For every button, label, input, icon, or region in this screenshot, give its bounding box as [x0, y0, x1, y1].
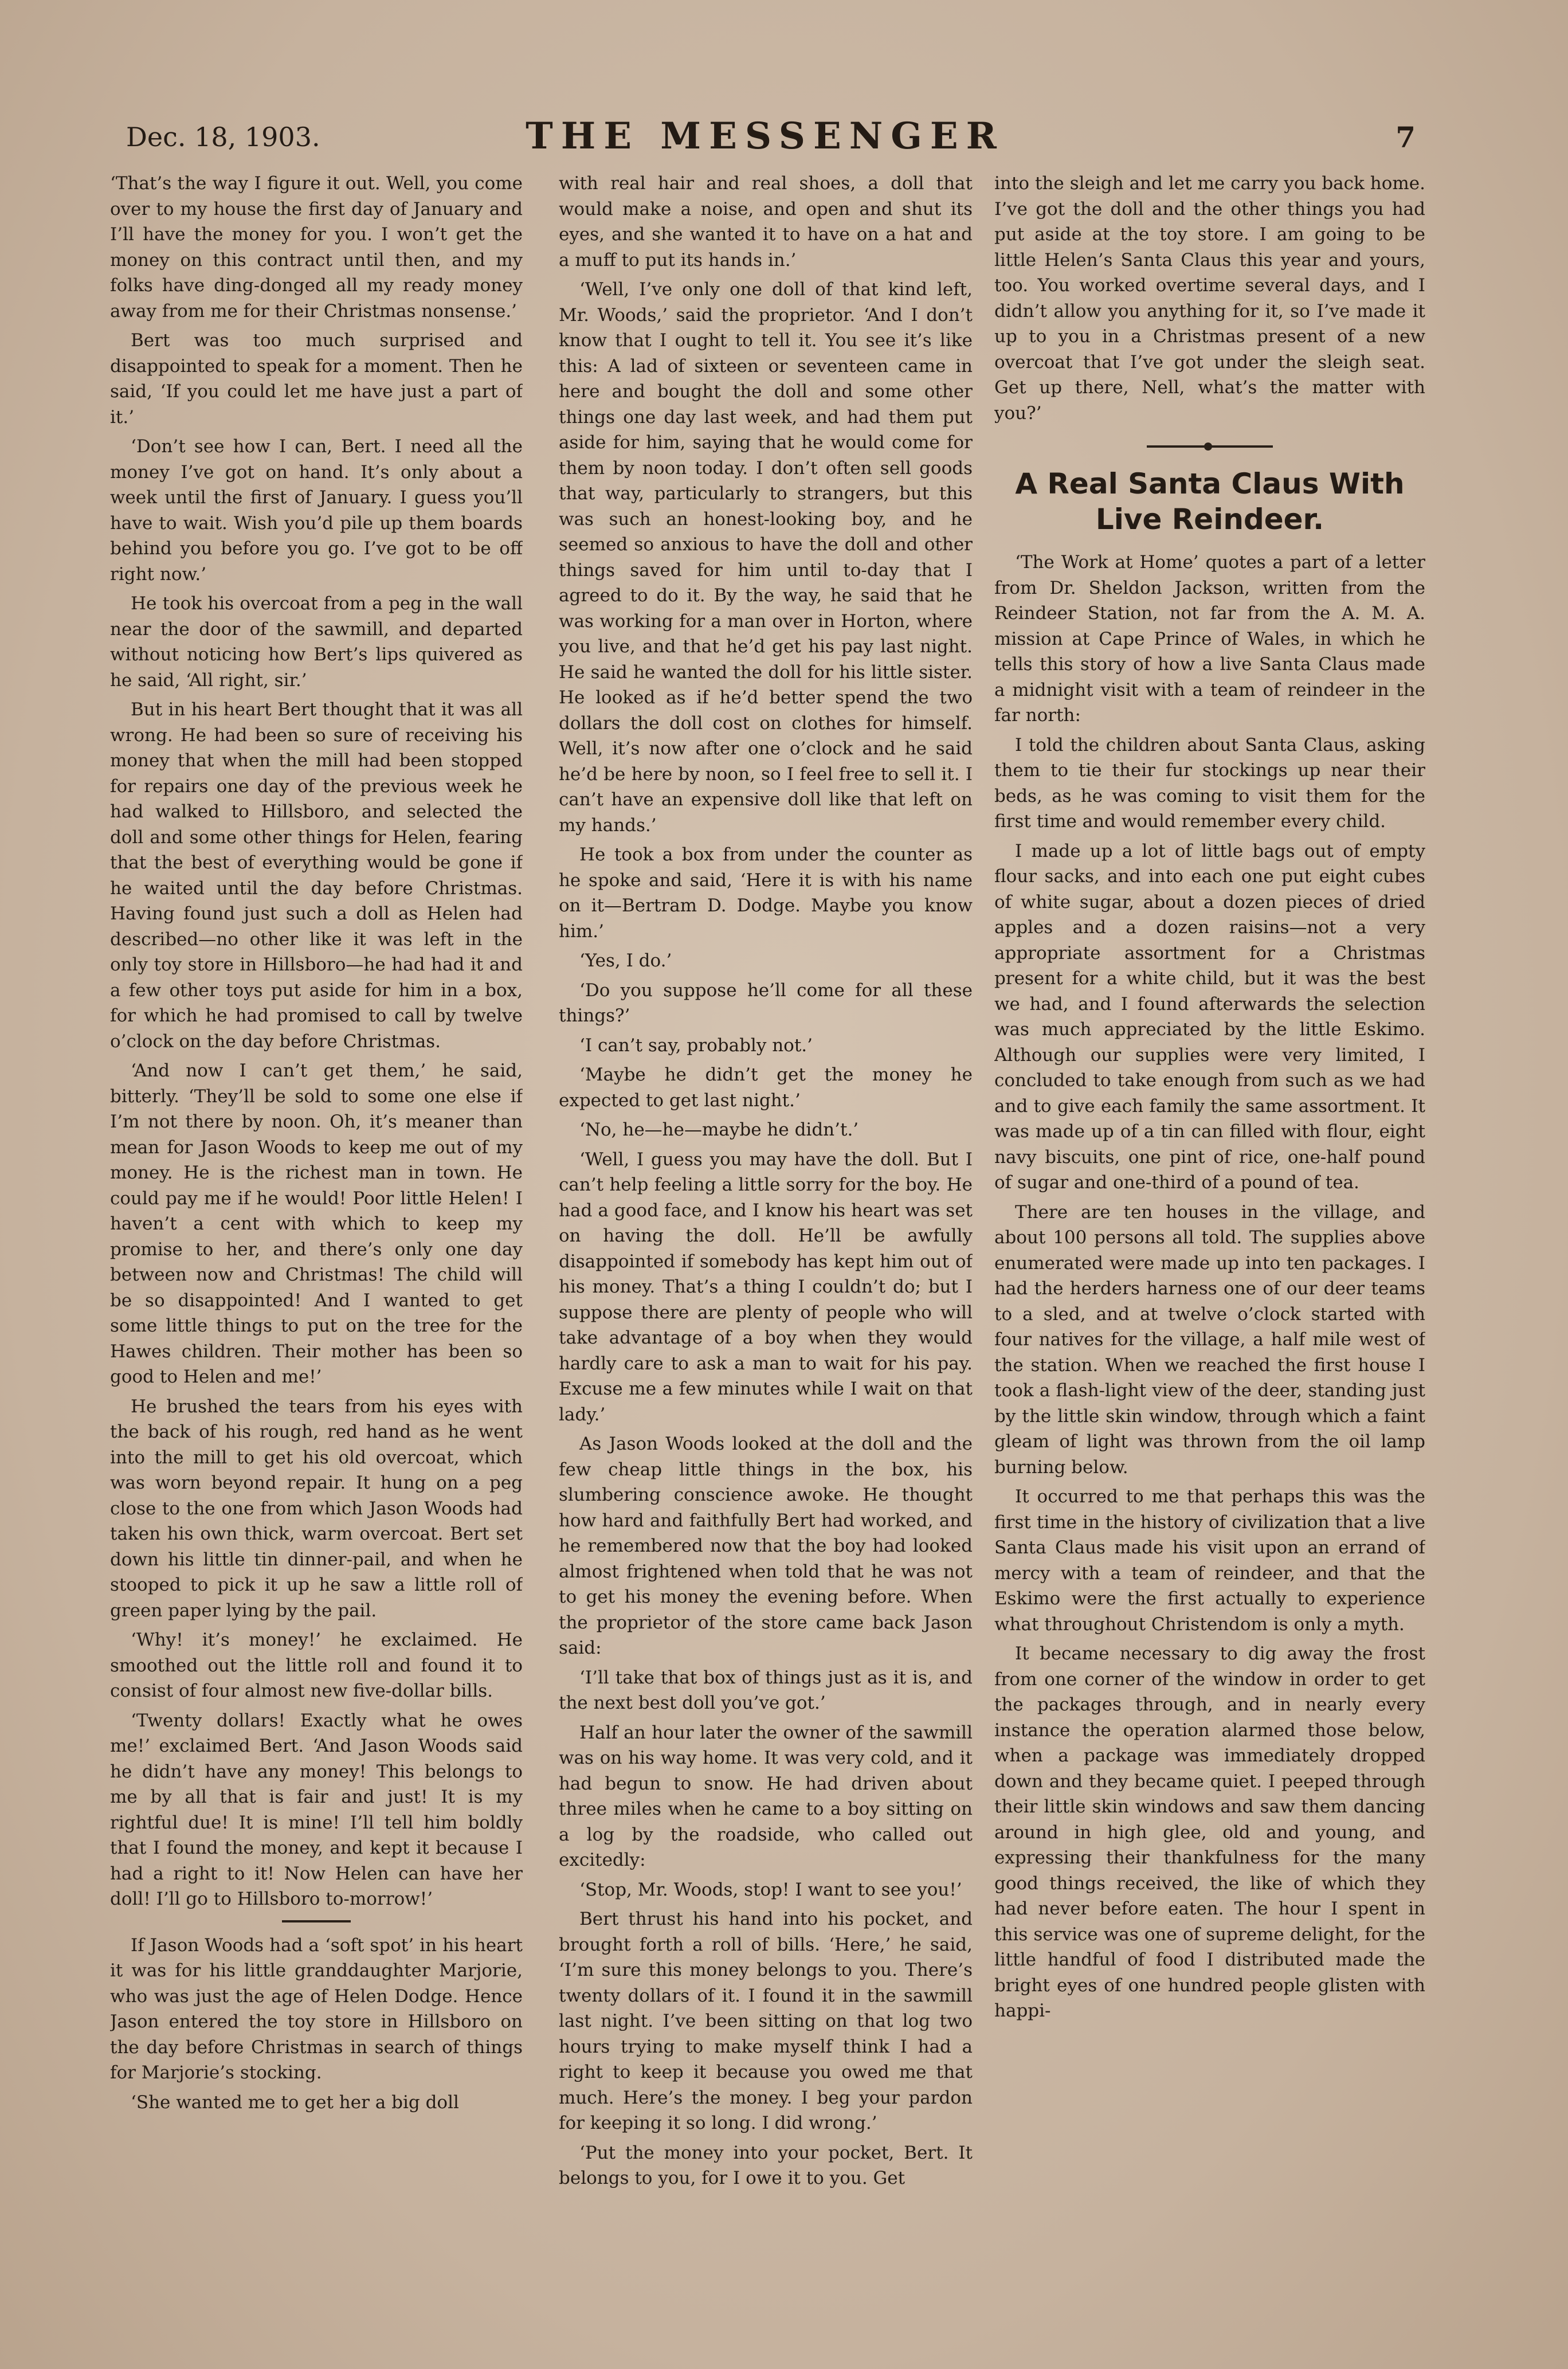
- paragraph: ‘Why! it’s money!’ he exclaimed. He smoothed out the little roll and found it to consist of four almost new five-dollar bills.: [110, 1630, 523, 1701]
- column-3: [994, 171, 1425, 2292]
- paragraph: ‘Put the money into your pocket, Bert. It belongs to you, for I owe it to you. Get: [559, 2142, 973, 2188]
- newspaper-title: THE MESSENGER: [526, 115, 1005, 158]
- paragraph: If Jason Woods had a ‘soft spot’ in his heart it was for his little granddaughter Marjorie, who was just the age of Helen Dodge. Hence Jason entered the toy store in Hillsboro on the day before Christmas in search of things for Marjorie’s stocking.: [110, 1935, 523, 2083]
- paragraph: Half an hour later the owner of the sawmill was on his way home. It was very cold, and it had begun to snow. He had driven about three miles when he came to a boy sitting on a log by the roadside, who called out excitedly:: [559, 1722, 973, 1870]
- page-number: 7: [1395, 120, 1416, 154]
- paragraph: I made up a lot of little bags out of empty flour sacks, and into each one put eight cubes of white sugar, about a dozen pieces of dried apples and a dozen raisins—not a very appropriate assortment for a Christmas present for a white child, but it was the best we had, and I found afterwards the selection was much appreciated by the little Eskimo. Although our supplies were very limited, I concluded to take enough from such as we had and to give each family the same assortment. It was made up of a tin can filled with flour, eight navy biscuits, one pint of rice, one-half pound of sugar and one-third of a pound of tea.: [994, 840, 1425, 1193]
- divider-ornament: [1204, 443, 1212, 451]
- column-2: [559, 171, 973, 2292]
- paragraph: ‘No, he—he—maybe he didn’t.’: [579, 1119, 859, 1140]
- paragraph: ‘The Work at Home’ quotes a part of a letter from Dr. Sheldon Jackson, written from the Reindeer Station, not far from the A. M. A. mission at Cape Prince of Wales, in which he tells this story of how a live Santa Claus made a midnight visit with a team of reindeer in the far north:: [994, 552, 1425, 726]
- column-1: [110, 171, 523, 2292]
- paragraph: I told the children about Santa Claus, asking them to tie their fur stockings up near their beds, as he was coming to visit them for the first time and would remember every child.: [994, 734, 1425, 832]
- paragraph: ‘She wanted me to get her a big doll: [131, 2092, 459, 2113]
- article-title: A Real Santa Claus With Live Reindeer.: [1015, 467, 1405, 536]
- paragraph: It became necessary to dig away the frost from one corner of the window in order to get the packages through, and in nearly every instance the operation alarmed those below, when a package was immediately dropped down and they became quiet. I peeped through their little skin windows and saw them dancing around in high glee, old and young, and expressing their thankfulness for the many good things received, the like of which they had never before eaten. The hour I spent in this service was one of supreme delight, for the little handful of food I distributed made the bright eyes of one hundred people glisten with happi-: [994, 1643, 1425, 2021]
- paragraph: ‘Maybe he didn’t get the money he expected to get last night.’: [559, 1064, 973, 1111]
- paragraph: Bert was too much surprised and disappointed to speak for a moment. Then he said, ‘If you could let me have just a part of it.’: [110, 330, 523, 428]
- paragraph: He brushed the tears from his eyes with the back of his rough, red hand as he went into the mill to get his old overcoat, which was worn beyond repair. It hung on a peg close to the one from which Jason Woods had taken his own thick, warm overcoat. Bert set down his little tin dinner-pail, and when he stooped to pick it up he saw a little roll of green paper lying by the pail.: [110, 1396, 523, 1621]
- paragraph: ‘Do you suppose he’ll come for all these things?’: [559, 980, 973, 1026]
- paragraph: ‘That’s the way I figure it out. Well, you come over to my house the first day of January and I’ll have the money for you. I won’t get the money on this contract until then, and my folks have ding-donged all my ready money away from me for their Christmas nonsense.’: [110, 173, 523, 322]
- paragraph: ‘Twenty dollars! Exactly what he owes me!’ exclaimed Bert. ‘And Jason Woods said he didn’t have any money! This belongs to me by all that is fair and just! It is my rightful due! It is mine! I’ll tell him boldly that I found the money, and kept it because I had a right to it! Now Helen can have her doll! I’ll go to Hillsboro to-morrow!’: [110, 1710, 523, 1909]
- section-divider: [1147, 445, 1273, 448]
- masthead: [97, 115, 1433, 166]
- paragraph: As Jason Woods looked at the doll and the few cheap little things in the box, his slumbering conscience awoke. He thought how hard and faithfully Bert had worked, and he remembered now that the boy had looked almost frightened when told that he was not to get his money the evening before. When the proprietor of the store came back Jason said:: [559, 1434, 973, 1658]
- paragraph: ‘Well, I’ve only one doll of that kind left, Mr. Woods,’ said the proprietor. ‘And I don’t know that I ought to tell it. You see it’s like this: A lad of sixteen or seventeen came in here and bought the doll and some other things one day last week, and had them put aside for him, saying that he would come for them by noon today. I don’t often sell goods that way, particularly to strangers, but this was such an honest-looking boy, and he seemed so anxious to have the doll and other things saved for him until to-day that I agreed to do it. By the way, he said that he was working for a man over in Horton, where you live, and that he’d get his pay last night. He said he wanted the doll for his little sister. He looked as if he’d better spend the two dollars the doll cost on clothes for himself. Well, it’s now after one o’clock and he said he’d be here by noon, so I feel free to sell it. I can’t have an expensive doll like that left on my hands.’: [559, 279, 973, 836]
- paragraph: ‘I can’t say, probably not.’: [579, 1035, 813, 1056]
- paragraph: with real hair and real shoes, a doll that would make a noise, and open and shut its eyes, and she wanted it to have on a hat and a muff to put its hands in.’: [559, 173, 973, 271]
- paragraph: He took his overcoat from a peg in the wall near the door of the sawmill, and departed without noticing how Bert’s lips quivered as he said, ‘All right, sir.’: [110, 593, 523, 691]
- paragraph: But in his heart Bert thought that it was all wrong. He had been so sure of receiving his money that when the mill had been stopped for repairs one day of the previous week he had walked to Hillsboro, and selected the doll and some other things for Helen, fearing that the best of everything would be gone if he waited until the day before Christmas. Having found just such a doll as Helen had described—no other like it was left in the only toy store in Hillsboro—he had had it and a few other toys put aside for him in a box, for which he had promised to call by twelve o’clock on the day before Christmas.: [110, 699, 523, 1052]
- paragraph: ‘Don’t see how I can, Bert. I need all the money I’ve got on hand. It’s only about a week until the first of January. I guess you’ll have to wait. Wish you’d pile up them boards behind you before you go. I’ve got to be off right now.’: [110, 436, 523, 585]
- paragraph: ‘Well, I guess you may have the doll. But I can’t help feeling a little sorry for the boy. He had a good face, and I know his heart was set on having the doll. He’ll be awfully disappointed if somebody has kept him out of his money. That’s a thing I couldn’t do; but I suppose there are plenty of people who will take advantage of a boy when they would hardly care to ask a man to wait for his pay. Excuse me a few minutes while I wait on that lady.’: [559, 1149, 973, 1425]
- paragraph: It occurred to me that perhaps this was the first time in the history of civilization that a live Santa Claus made his visit upon an errand of mercy with a team of reindeer, and that the Eskimo were the first actually to experience what throughout Christendom is only a myth.: [994, 1486, 1425, 1635]
- paragraph: Bert thrust his hand into his pocket, and brought forth a roll of bills. ‘Here,’ he said, ‘I’m sure this money belongs to you. There’s twenty dollars of it. I found it in the sawmill last night. I’ve been sitting on that log two hours trying to make myself think I had a right to keep it because you owed me that much. Here’s the money. I beg your pardon for keeping it so long. I did wrong.’: [559, 1909, 973, 2133]
- paragraph: There are ten houses in the village, and about 100 persons all told. The supplies above enumerated were made up into ten packages. I had the herders harness one of our deer teams to a sled, and at twelve o’clock started with four natives for the village, a half mile west of the station. When we reached the first house I took a flash-light view of the deer, standing just by the little skin window, through which a faint gleam of light was thrown from the oil lamp burning below.: [994, 1201, 1425, 1478]
- paragraph: ‘Yes, I do.’: [579, 950, 672, 971]
- paragraph: He took a box from under the counter as he spoke and said, ‘Here it is with his name on it—Bertram D. Dodge. Maybe you know him.’: [559, 844, 973, 942]
- paragraph: ‘I’ll take that box of things just as it is, and the next best doll you’ve got.’: [559, 1667, 973, 1713]
- paragraph: ‘And now I can’t get them,’ he said, bitterly. ‘They’ll be sold to some one else if I’m not there by noon. Oh, it’s meaner than mean for Jason Woods to keep me out of my money. He is the richest man in town. He could pay me if he would! Poor little Helen! I haven’t a cent with which to keep my promise to her, and there’s only one day between now and Christmas! The child will be so disappointed! And I wanted to get some little things to put on the tree for the Hawes children. Their mother has been so good to Helen and me!’: [110, 1060, 523, 1387]
- issue-date: Dec. 18, 1903.: [126, 122, 320, 152]
- section-divider: [282, 1920, 351, 1922]
- paragraph: ‘Stop, Mr. Woods, stop! I want to see you!’: [579, 1879, 962, 1900]
- paragraph: into the sleigh and let me carry you back home. I’ve got the doll and the other things you had put aside at the toy store. I am going to be little Helen’s Santa Claus this year and yours, too. You worked overtime several days, and I didn’t allow you anything for it, so I’ve made it up to you in a Christmas present of a new overcoat that I’ve got under the sleigh seat. Get up there, Nell, what’s the matter with you?’: [994, 173, 1425, 424]
